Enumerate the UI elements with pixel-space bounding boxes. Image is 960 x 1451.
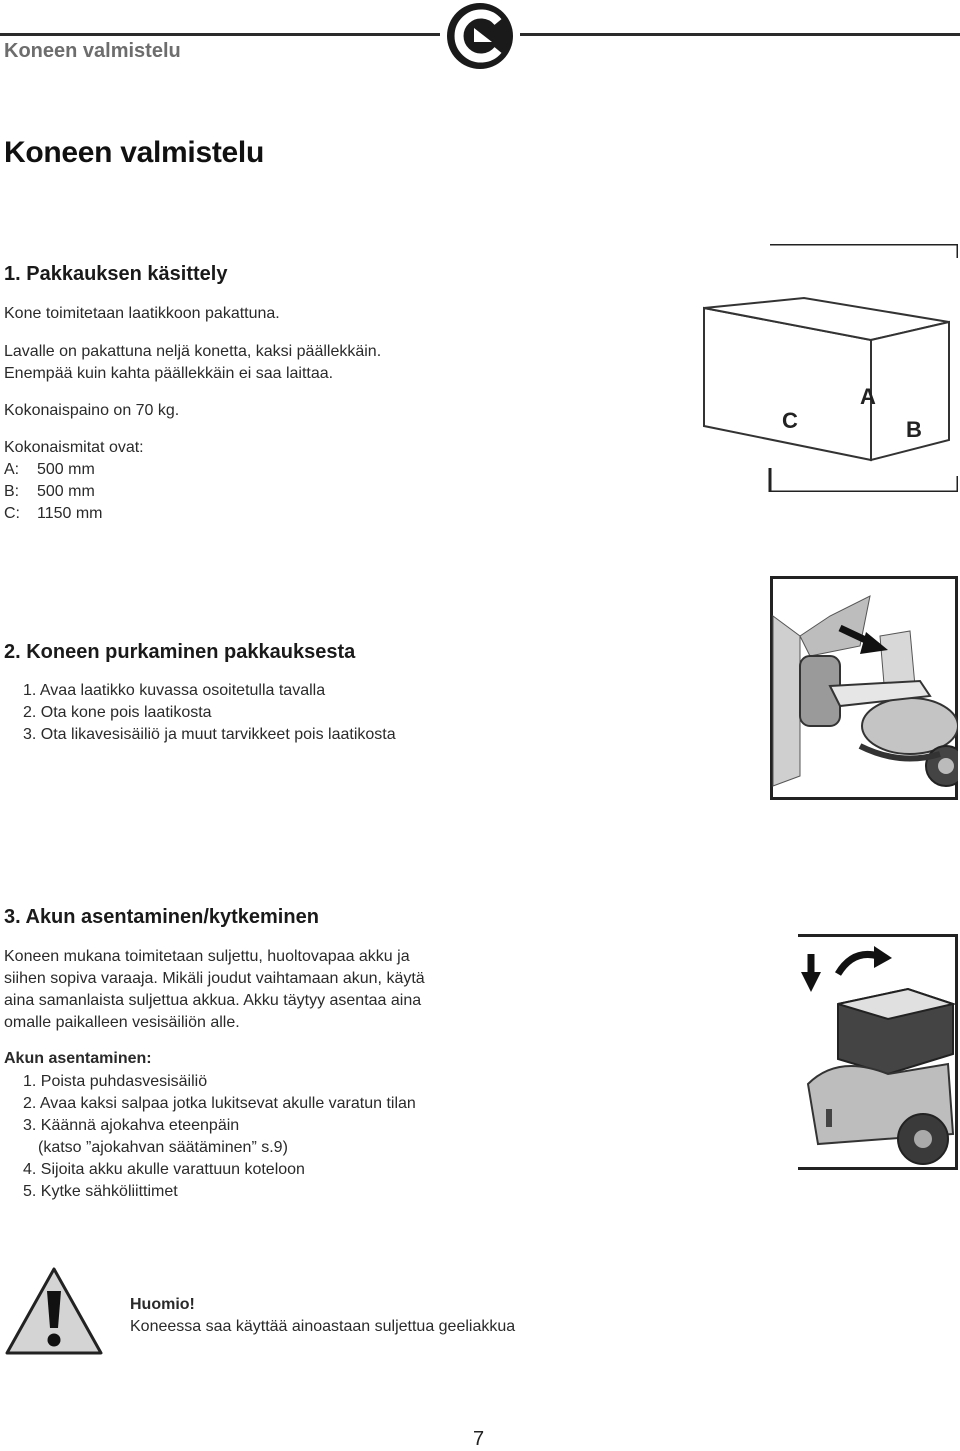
header-rule-right xyxy=(520,33,960,36)
packaging-box-figure xyxy=(698,244,958,492)
page-number: 7 xyxy=(473,1428,485,1450)
warning-text: Koneessa saa käyttää ainoastaan suljettua geeliakkua xyxy=(130,1318,516,1335)
figure-label-a: A xyxy=(860,384,876,409)
figure-label-b: B xyxy=(906,417,922,442)
dim-c-value: 1150 mm xyxy=(37,505,103,522)
warning-title: Huomio! xyxy=(130,1296,195,1313)
section3-para-line4: omalle paikalleen vesisäiliön alle. xyxy=(4,1014,240,1031)
section3-step-3-note: (katso ”ajokahvan säätäminen” s.9) xyxy=(38,1139,288,1156)
battery-figure xyxy=(798,934,958,1170)
header-rule-left xyxy=(0,33,440,36)
header-section-title: Koneen valmistelu xyxy=(4,40,181,62)
dims-intro: Kokonaismitat ovat: xyxy=(4,439,144,456)
page-title: Koneen valmistelu xyxy=(4,136,264,169)
section1-para3: Kokonaispaino on 70 kg. xyxy=(4,402,180,419)
section3-step-2: 2. Avaa kaksi salpaa jotka lukitsevat akulle varatun tilan xyxy=(23,1095,416,1112)
section1-para1: Kone toimitetaan laatikkoon pakattuna. xyxy=(4,305,280,322)
section3-step-5: 5. Kytke sähköliittimet xyxy=(23,1183,178,1200)
dim-c xyxy=(4,503,103,525)
dim-b-value: 500 mm xyxy=(37,483,95,500)
dim-a-key: A: xyxy=(4,461,20,478)
section3-step-1: 1. Poista puhdasvesisäiliö xyxy=(23,1073,208,1090)
dim-a xyxy=(4,459,95,481)
section3-step-4: 4. Sijoita akku akulle varattuun koteloon xyxy=(23,1161,305,1178)
section1-para2-line2: Enempää kuin kahta päällekkäin ei saa laittaa. xyxy=(4,365,334,382)
section1-para2-line1: Lavalle on pakattuna neljä konetta, kaksi päällekkäin. xyxy=(4,343,382,360)
brand-logo xyxy=(446,2,514,70)
section2-step-1: 1. Avaa laatikko kuvassa osoitetulla tavalla xyxy=(23,682,326,699)
figure-label-c: C xyxy=(782,408,798,433)
section3-para-line3: aina samanlaista suljettua akkua. Akku täytyy asentaa aina xyxy=(4,992,422,1009)
section3-para-line1: Koneen mukana toimitetaan suljettu, huoltovapaa akku ja xyxy=(4,948,410,965)
dim-c-key: C: xyxy=(4,505,20,522)
section1-heading: 1. Pakkauksen käsittely xyxy=(4,263,228,285)
section2-step-3: 3. Ota likavesisäiliö ja muut tarvikkeet pois laatikosta xyxy=(23,726,396,743)
dim-b xyxy=(4,481,95,503)
section3-para-line2: siihen sopiva varaaja. Mikäli joudut vaihtamaan akun, käytä xyxy=(4,970,425,987)
section3-subheading: Akun asentaminen: xyxy=(4,1050,152,1067)
unpacking-figure xyxy=(770,576,958,800)
section2-heading: 2. Koneen purkaminen pakkauksesta xyxy=(4,641,356,663)
section2-step-2: 2. Ota kone pois laatikosta xyxy=(23,704,212,721)
section3-heading: 3. Akun asentaminen/kytkeminen xyxy=(4,906,319,928)
dim-a-value: 500 mm xyxy=(37,461,95,478)
dim-b-key: B: xyxy=(4,483,20,500)
section3-step-3: 3. Käännä ajokahva eteenpäin xyxy=(23,1117,240,1134)
warning-triangle-icon xyxy=(4,1265,104,1357)
